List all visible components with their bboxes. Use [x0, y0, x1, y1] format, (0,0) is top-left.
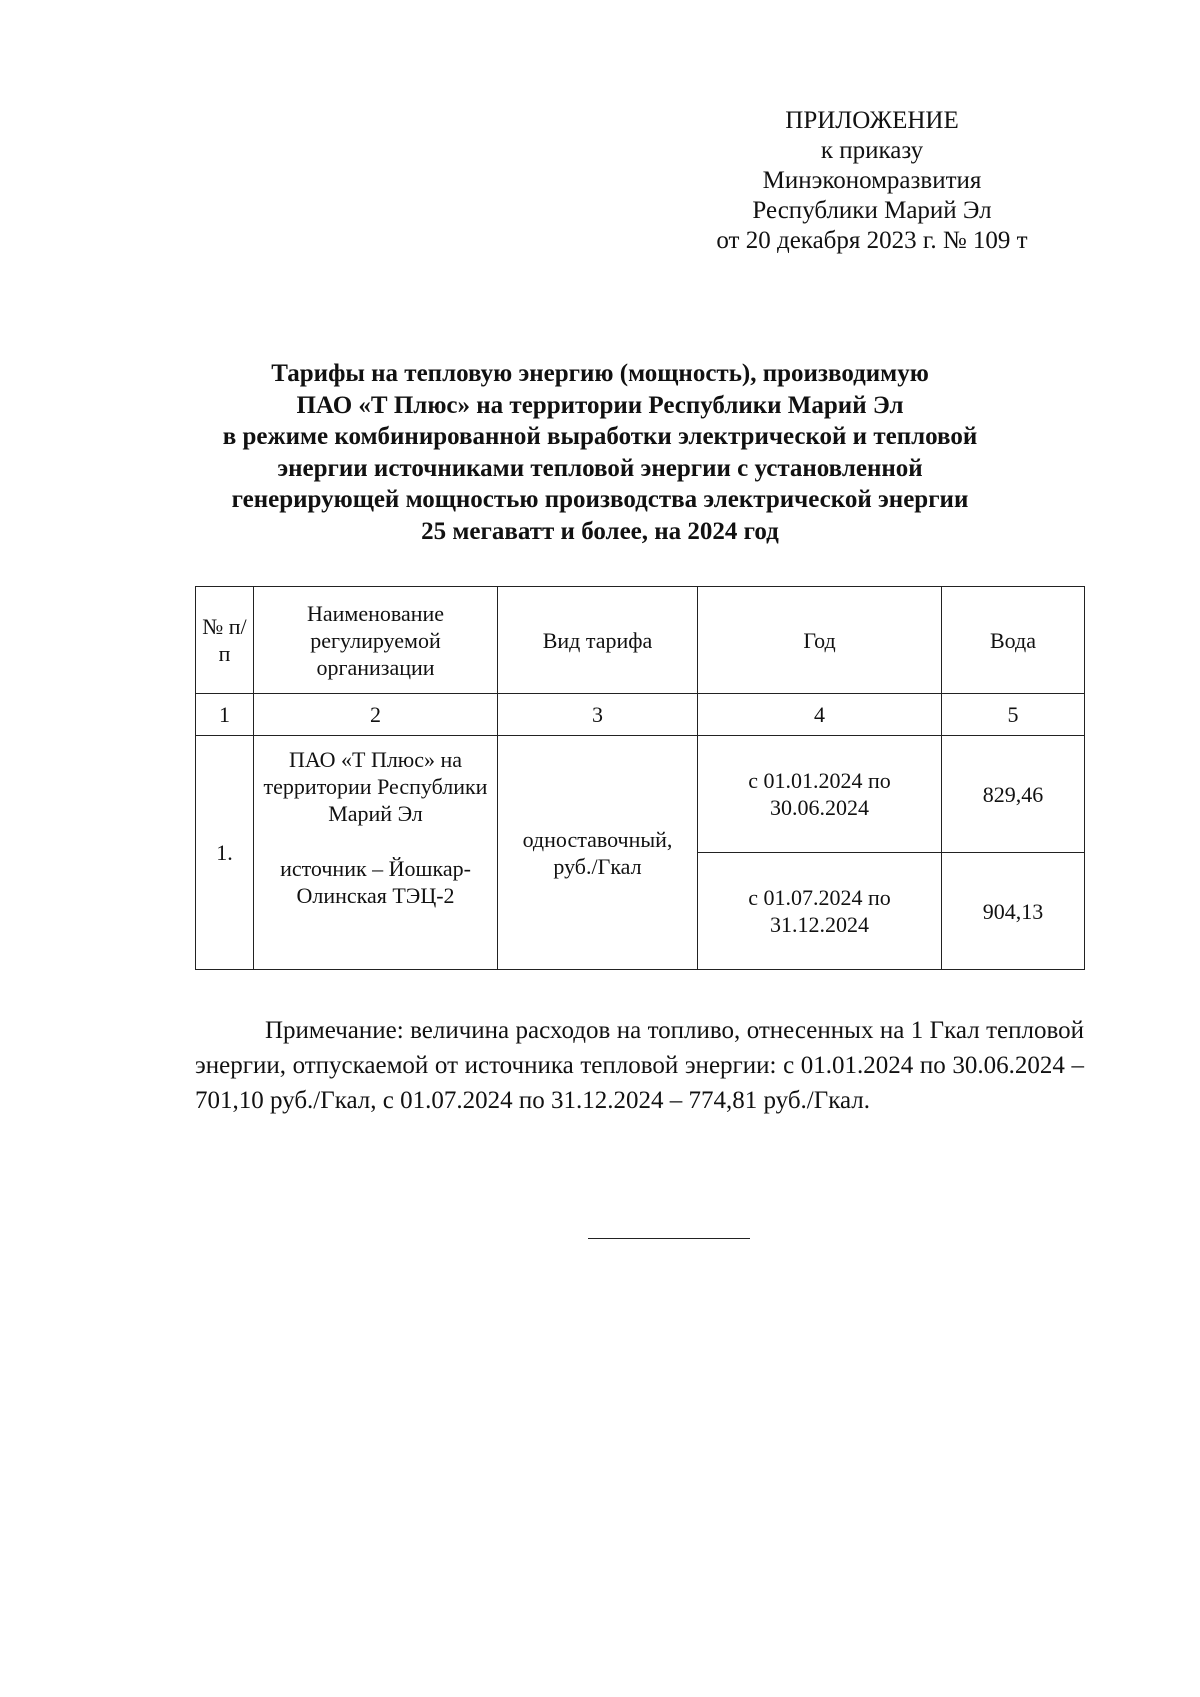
document-title: [160, 358, 1040, 547]
column-index: 3: [498, 694, 698, 736]
appendix-label: ПРИЛОЖЕНИЕ: [785, 107, 959, 134]
appendix-order-date: от 20 декабря 2023 г. № 109 т: [716, 227, 1028, 254]
column-index: 2: [254, 694, 498, 736]
table-row: [196, 736, 1085, 853]
note-paragraph: Примечание: величина расходов на топливо, отнесенных на 1 Гкал тепловой энергии, отпускаемой от источника тепловой энергии: с 01.01.2024 по 30.06.2024 – 701,10 руб./Гкал, с 01.07.2024 по 31.12.2024 – 774,81 руб./Гкал.: [195, 1017, 1084, 1114]
title-line: Тарифы на тепловую энергию (мощность), производимую: [271, 360, 929, 387]
column-index: 5: [942, 694, 1085, 736]
header-org: Наименование регулируемой организации: [254, 587, 498, 694]
title-line: ПАО «Т Плюс» на территории Республики Марий Эл: [296, 391, 904, 419]
title-line: генерирующей мощностью производства электрической энергии: [231, 486, 969, 513]
period-cell: с 01.01.2024 по 30.06.2024: [698, 736, 942, 853]
header-water: Вода: [942, 587, 1085, 694]
separator-line: [588, 1238, 750, 1239]
water-tariff-value: 829,46: [942, 736, 1085, 853]
organization-cell: [254, 736, 498, 970]
appendix-republic: Республики Марий Эл: [752, 197, 992, 224]
header-tariff-type: Вид тарифа: [498, 587, 698, 694]
header-num: № п/п: [196, 587, 254, 694]
header-year: Год: [698, 587, 942, 694]
appendix-order-ref: к приказу: [820, 137, 924, 164]
column-index: 4: [698, 694, 942, 736]
water-tariff-value: 904,13: [942, 853, 1085, 970]
period-cell: с 01.07.2024 по 31.12.2024: [698, 853, 942, 970]
appendix-ministry: Минэкономразвития: [762, 167, 982, 194]
tariff-type: одноставочный, руб./Гкал: [498, 736, 698, 970]
tariff-table: [195, 586, 1085, 970]
table-header-row: [196, 587, 1085, 694]
organization-name: ПАО «Т Плюс» на территории Республики Марий Эл: [263, 747, 488, 826]
row-number: 1.: [196, 736, 254, 970]
title-line: в режиме комбинированной выработки электрической и тепловой: [222, 423, 978, 450]
organization-source: источник – Йошкар-Олинская ТЭЦ-2: [280, 856, 471, 908]
column-index-row: [196, 694, 1085, 736]
appendix-header: [690, 106, 1054, 256]
title-line: энергии источниками тепловой энергии с установленной: [277, 454, 923, 482]
column-index: 1: [196, 694, 254, 736]
title-line: 25 мегаватт и более, на 2024 год: [421, 517, 779, 545]
